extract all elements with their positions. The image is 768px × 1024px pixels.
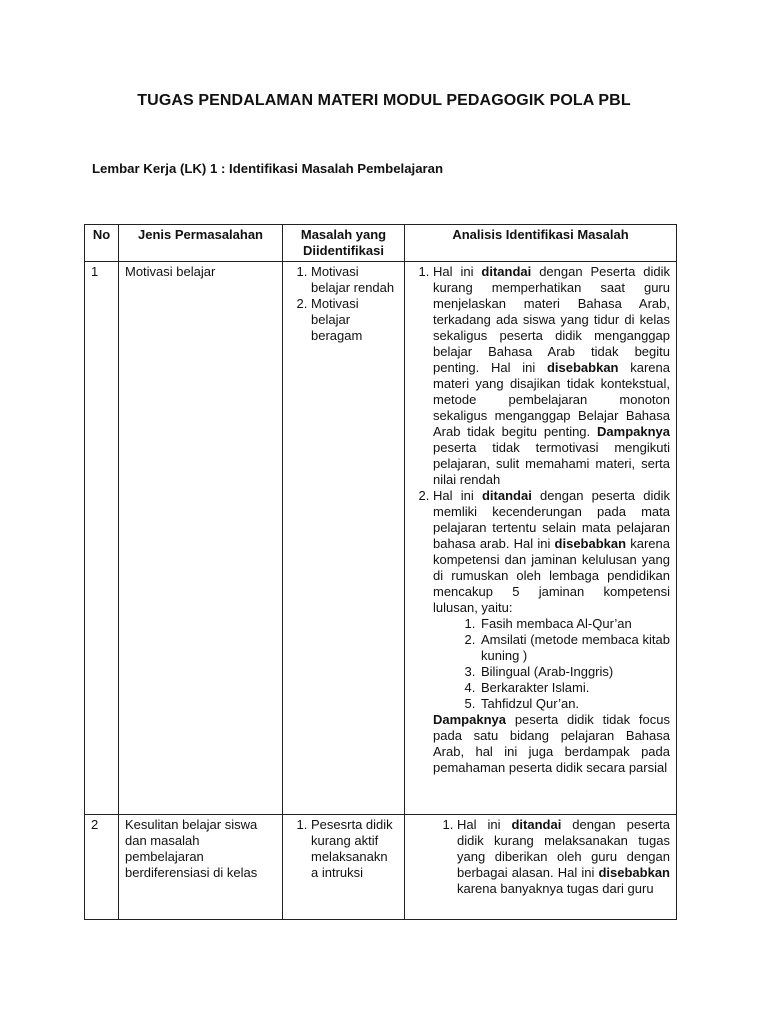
list-item: 4. Berkarakter Islami. (479, 680, 670, 696)
list-item: 1. Motivasi belajar rendah (311, 264, 398, 296)
problem-identification-table (84, 224, 677, 920)
header-analisis: Analisis Identifikasi Masalah (405, 225, 677, 262)
table-header-row (85, 225, 677, 262)
analisis-item: 2. Hal ini ditandai dengan peserta didik memliki kecenderungan pada mata pelajaran tertentu selain mata pelajaran bahasa arab. Hal ini disebabkan karena kompetensi dan jaminan kelulusan yang di rumuskan oleh lembaga pendidikan mencakup 5 jaminan kompetensi lulusan, yaitu: 1. Fasih membaca Al-Qur’an 2. Amsilati (metode membaca kitab kuning ) 3. Bilingual (Arab-Inggris) 4. Berkarakter Islami. 5. Tahfidzul Qur’an. Dampaknya peserta didik tidak focus pada satu bidang pelajaran Bahasa Arab, hal ini juga berdampak pada pemahaman peserta didik secara parsial (433, 488, 670, 776)
header-jenis-permasalahan: Jenis Permasalahan (119, 225, 283, 262)
analisis-item: 1. Hal ini ditandai dengan Peserta didik kurang memperhatikan saat guru menjelaskan materi Bahasa Arab, terkadang ada siswa yang tidur di kelas sekaligus peserta didik menganggap belajar Bahasa Arab tidak begitu penting. Hal ini disebabkan karena materi yang disajikan tidak kontekstual, metode pembelajaran monoton sekaligus menganggap Belajar Bahasa Arab tidak begitu penting. Dampaknya peserta tidak termotivasi mengikuti pelajaran, sulit memahami materi, serta nilai rendah (433, 264, 670, 488)
worksheet-subtitle: Lembar Kerja (LK) 1 : Identifikasi Masalah Pembelajaran (92, 161, 444, 176)
analisis-item: 1. Hal ini ditandai dengan peserta didik kurang melaksanakan tugas yang diberikan oleh guru dengan berbagai alasan. Hal ini disebabkan karena banyaknya tugas dari guru (457, 817, 670, 897)
list-item: 1. Pesesrta didik kurang aktif melaksanakn a intruksi (311, 817, 398, 881)
analisis-list (411, 264, 670, 776)
list-item: 2. Motivasi belajar beragam (311, 296, 398, 344)
dampak-paragraph: Dampaknya peserta didik tidak focus pada satu bidang pelajaran Bahasa Arab, hal ini juga berdampak pada pemahaman peserta didik secara parsial (433, 712, 670, 775)
analisis-cell (405, 815, 677, 920)
masalah-list (289, 264, 398, 344)
table-row (85, 815, 677, 920)
analisis-cell (405, 262, 677, 815)
analisis-list (411, 817, 670, 897)
header-masalah-diidentifikasi: Masalah yang Diidentifikasi (283, 225, 405, 262)
jenis-permasalahan-cell: Kesulitan belajar siswa dan masalah pembelajaran berdiferensiasi di kelas (119, 815, 283, 920)
header-no: No (85, 225, 119, 262)
table-row (85, 262, 677, 815)
jenis-permasalahan-cell: Motivasi belajar (119, 262, 283, 815)
list-item: 1. Fasih membaca Al-Qur’an (479, 616, 670, 632)
list-item: 5. Tahfidzul Qur’an. (479, 696, 670, 712)
row-number: 2 (85, 815, 119, 920)
jaminan-kompetensi-list (433, 616, 670, 712)
masalah-list (289, 817, 398, 881)
masalah-cell (283, 262, 405, 815)
masalah-cell (283, 815, 405, 920)
row-number: 1 (85, 262, 119, 815)
list-item: 2. Amsilati (metode membaca kitab kuning ) (479, 632, 670, 664)
list-item: 3. Bilingual (Arab-Inggris) (479, 664, 670, 680)
page-title: TUGAS PENDALAMAN MATERI MODUL PEDAGOGIK POLA PBL (137, 92, 631, 109)
